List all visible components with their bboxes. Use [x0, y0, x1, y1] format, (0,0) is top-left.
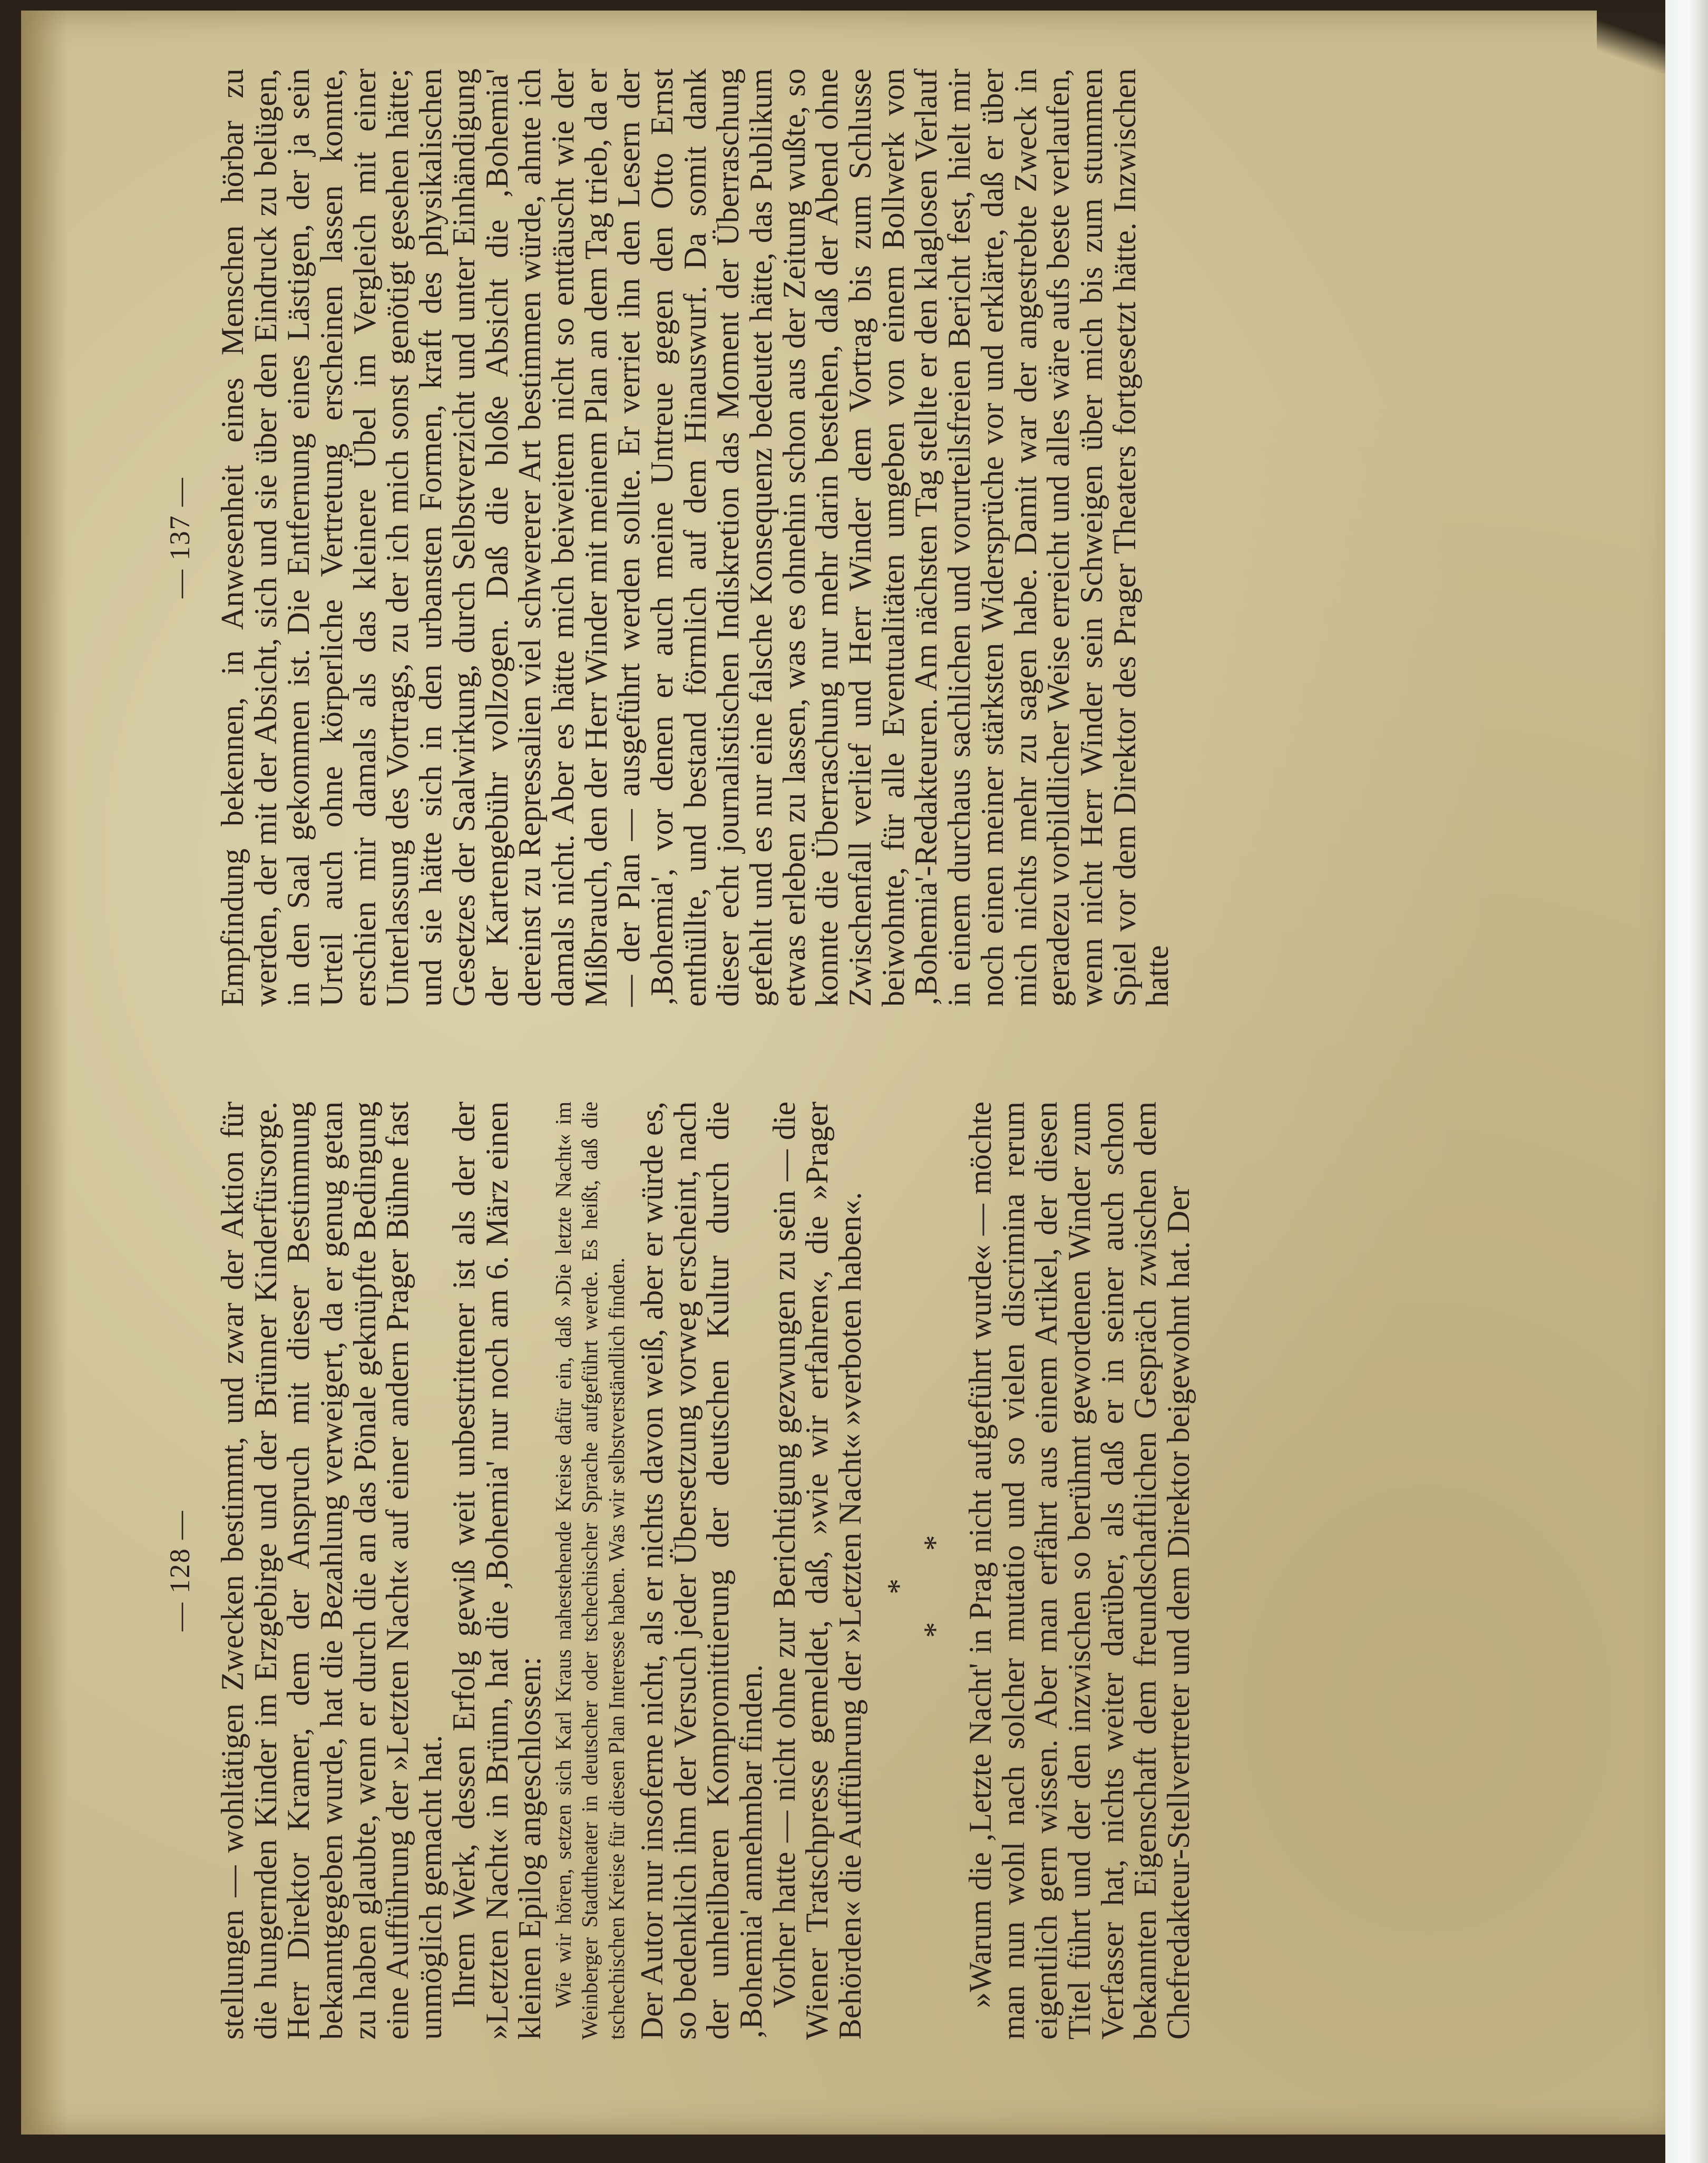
text-column: [216, 1102, 1195, 2040]
divider-stars-top: *: [881, 1547, 916, 1594]
paragraph: »Warum die ‚Letzte Nacht' in Prag nicht aufgeführt wurde« — möchte man nun wohl nach solcher mutatio und so vielen discrimina rerum eigentlich gern wissen. Aber man erfährt aus einem Artikel, der diesen Titel führt und der den inzwischen so berühmt gewordenen Winder zum Verfasser hat, nichts weiter darüber, als daß er in seiner auch schon bekannten Eigenschaft dem freundschaftlichen Gespräch zwischen dem Chefredakteur-Stellvertreter und dem Direktor beigewohnt hat. Der: [962, 1102, 1196, 2040]
divider-stars-bottom: * *: [917, 1503, 952, 1638]
right-page: [163, 69, 1523, 1007]
page-number: — 137 —: [164, 477, 196, 598]
paragraph: stellungen — wohltätigen Zwecken bestimmt, und zwar der Aktion für die hungernden Kinder im Erzgebirge und der Brünner Kinderfürsorge. Herr Direktor Kramer, dem der Anspruch mit dieser Bestimmung bekanntgegeben wurde, hat die Bezahlung verweigert, da er genug getan zu haben glaubte, wenn er durch die an das Pönale geknüpfte Bedingung eine Aufführung der »Letzten Nacht« auf einer andern Prager Bühne fast unmöglich gemacht hat.: [215, 1102, 448, 2040]
footnote-quote: Wie wir hören, setzen sich Karl Kraus nahestehende Kreise dafür ein, daß »Die letzte Nacht« im Weinberger Stadttheater in deutscher oder tschechischer Sprache aufgeführt werde. Es heißt, daß die tschechischen Kreise für diesen Plan Interesse haben. Was wir selbstverständlich finden.: [551, 1102, 629, 2040]
paragraph: Vorher hatte — nicht ohne zur Berichtigung gezwungen zu sein — die Wiener Tratschpresse gemeldet, daß, »wie wir erfahren«, die »Prager Behörden« die Aufführung der »Letzten Nacht« »verboten haben«.: [766, 1102, 868, 2040]
left-page: [163, 1102, 1523, 2040]
paragraph: Empfindung bekennen, in Anwesenheit eines Menschen hörbar zu werden, der mit der Absicht, sich und sie über den Eindruck zu belügen, in den Saal gekommen ist. Die Entfernung eines Lästigen, der ja sein Urteil auch ohne körperliche Vertretung erscheinen lassen konnte, erschien mir damals als das kleinere Übel im Vergleich mit einer Unterlassung des Vortrags, zu der ich mich sonst genötigt gesehen hätte; und sie hätte sich in den urbansten Formen, kraft des physikalischen Gesetzes der Saalwirkung, durch Selbstverzicht und unter Einhändigung der Kartengebühr vollzogen. Daß die bloße Absicht die ‚Bohemia' dereinst zu Repressalien viel schwererer Art bestimmen würde, ahnte ich damals nicht. Aber es hätte mich beiweitem nicht so enttäuscht wie der Mißbrauch, den der Herr Winder mit meinem Plan an dem Tag trieb, da er — der Plan — ausgeführt werden sollte. Er verriet ihn den Lesern der ‚Bohemia', vor denen er auch meine Untreue gegen den Otto Ernst enthüllte, und bestand förmlich auf dem Hinauswurf. Da somit dank dieser echt journalistischen Indiskretion das Moment der Überraschung gefehlt und es nur eine falsche Konsequenz bedeutet hätte, das Publikum etwas erleben zu lassen, was es ohnehin schon aus der Zeitung wußte, so konnte die Überraschung nur mehr darin bestehen, daß der Abend ohne Zwischenfall verlief und Herr Winder dem Vortrag bis zum Schlusse beiwohnte, für alle Eventualitäten umgeben von einem Bollwerk von ‚Bohemia'-Redakteuren. Am nächsten Tag stellte er den klaglosen Verlauf in einem durchaus sachlichen und vorurteilsfreien Bericht fest, hielt mir noch einen meiner stärksten Widersprüche vor und erklärte, daß er über mich nichts mehr zu sagen habe. Damit war der angestrebte Zweck in geradezu vorbildlicher Weise erreicht und alles wäre aufs beste verlaufen, wenn nicht Herr Winder sein Schweigen über mich bis zum stummen Spiel vor dem Direktor des Prager Theaters fortgesetzt hätte. Inzwischen hatte: [215, 69, 1175, 1007]
rotated-page-content: [21, 11, 1676, 2135]
text-column: [216, 69, 1174, 1007]
paragraph: Ihrem Werk, dessen Erfolg gewiß weit unbestrittener ist als der der »Letzten Nacht« in Brünn, hat die ‚Bohemia' nur noch am 6. März einen kleinen Epilog angeschlossen:: [446, 1102, 548, 2040]
paragraph: Der Autor nur insoferne nicht, als er nichts davon weiß, aber er würde es, so bedenklich ihm der Versuch jeder Übersetzung vorweg erscheint, nach der unheilbaren Kompromittierung der deutschen Kultur durch die ‚Bohemia' annehmbar finden.: [635, 1102, 769, 2040]
white-background-strip: [1665, 0, 1708, 2163]
page-number: — 128 —: [164, 1510, 196, 1631]
section-divider: [881, 1102, 953, 2040]
paper-sheet: [21, 11, 1676, 2135]
